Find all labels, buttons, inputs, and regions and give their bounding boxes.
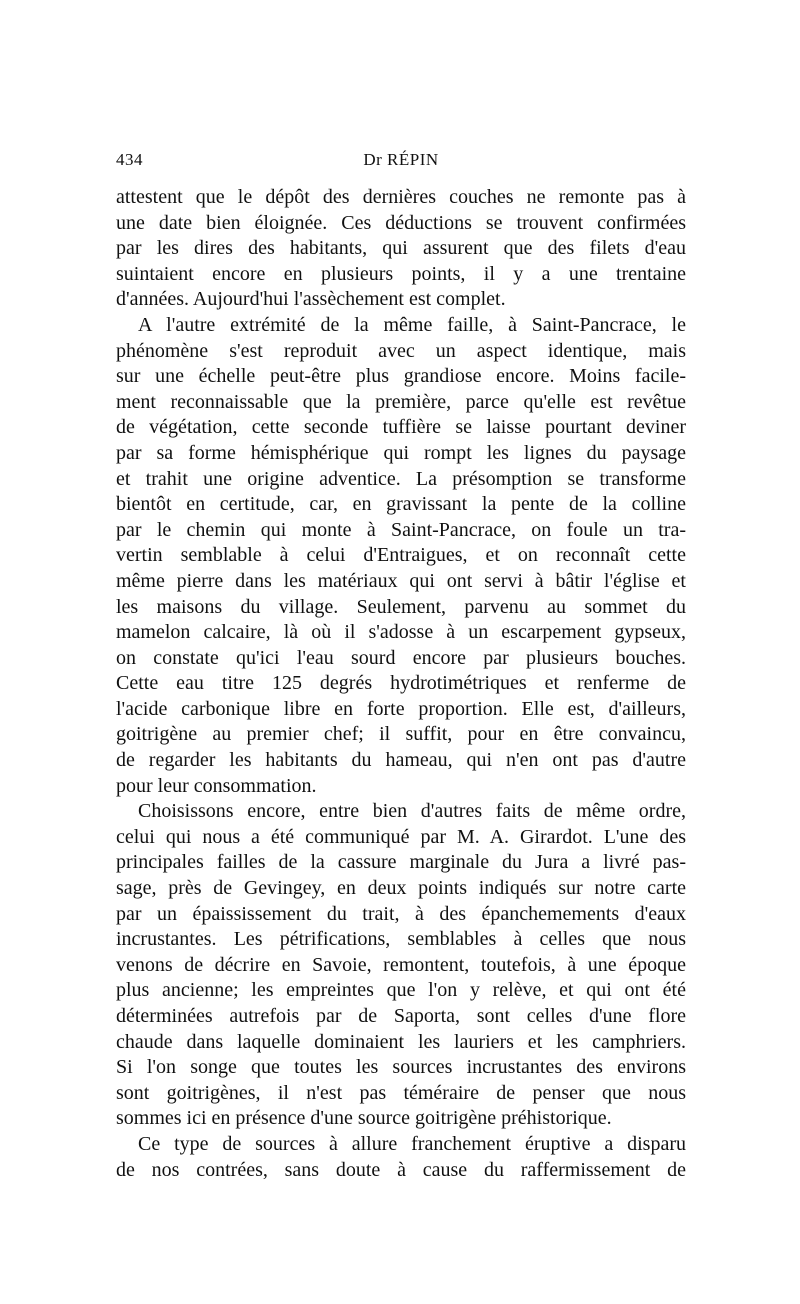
text-line: par sa forme hémisphérique qui rompt les lignes du paysage <box>116 441 686 464</box>
text-line: principales failles de la cassure marginale du Jura a livré pas- <box>116 851 686 874</box>
text-line: déterminées autrefois par de Saporta, sont celles d'une flore <box>116 1005 686 1027</box>
text-line: Ce type de sources à allure franchement éruptive a disparu <box>138 1132 686 1155</box>
text-line: suintaient encore en plusieurs points, il y a une trentaine <box>116 262 686 285</box>
text-line: vertin semblable à celui d'Entraigues, et on reconnaît cette <box>116 544 686 567</box>
body-text <box>116 185 686 1183</box>
text-line: de végétation, cette seconde tuffière se laisse pourtant deviner <box>116 416 686 439</box>
text-line: sont goitrigènes, il n'est pas téméraire de penser que nous <box>116 1081 686 1104</box>
text-line: A l'autre extrémité de la même faille, à Saint-Pancrace, le <box>138 313 686 336</box>
text-line: attestent que le dépôt des dernières couches ne remonte pas à <box>116 186 686 208</box>
text-line: Si l'on songe que toutes les sources incrustantes des environs <box>116 1056 686 1079</box>
page-number: 434 <box>116 150 143 169</box>
page-header <box>116 150 686 174</box>
text-line: Choisissons encore, entre bien d'autres faits de même ordre, <box>138 800 686 823</box>
text-line: venons de décrire en Savoie, remontent, toutefois, à une époque <box>116 953 686 976</box>
text-line: phénomène s'est reproduit avec un aspect identique, mais <box>116 339 686 362</box>
text-line: plus ancienne; les empreintes que l'on y relève, et qui ont été <box>116 979 686 1002</box>
text-line: d'années. Aujourd'hui l'assèchement est complet. <box>116 288 506 311</box>
text-line: mamelon calcaire, là où il s'adosse à un escarpement gypseux, <box>116 621 686 644</box>
text-line: celui qui nous a été communiqué par M. A. Girardot. L'une des <box>116 825 686 848</box>
text-line: les maisons du village. Seulement, parvenu au sommet du <box>116 595 686 618</box>
text-line: sage, près de Gevingey, en deux points indiqués sur notre carte <box>116 877 686 900</box>
text-line: Cette eau titre 125 degrés hydrotimétriques et renferme de <box>116 672 686 695</box>
text-line: on constate qu'ici l'eau sourd encore par plusieurs bouches. <box>116 646 686 669</box>
text-line: sur une échelle peut-être plus grandiose encore. Moins facile- <box>116 365 686 388</box>
text-line: et trahit une origine adventice. La présomption se transforme <box>116 467 686 490</box>
text-line: par le chemin qui monte à Saint-Pancrace, on foule un tra- <box>116 518 686 541</box>
running-head: Dr RÉPIN <box>363 150 439 169</box>
text-line: ment reconnaissable que la première, parce qu'elle est revêtue <box>116 390 686 413</box>
text-line: même pierre dans les matériaux qui ont servi à bâtir l'église et <box>116 569 686 592</box>
text-line: de nos contrées, sans doute à cause du raffermissement de <box>116 1158 686 1181</box>
text-line: une date bien éloignée. Ces déductions se trouvent confirmées <box>116 211 686 234</box>
text-line: incrustantes. Les pétrifications, semblables à celles que nous <box>116 928 686 951</box>
text-line: pour leur consommation. <box>116 774 317 797</box>
text-line: sommes ici en présence d'une source goitrigène préhistorique. <box>116 1107 612 1130</box>
text-line: par les dires des habitants, qui assurent que des filets d'eau <box>116 237 686 260</box>
text-line: bientôt en certitude, car, en gravissant la pente de la colline <box>116 493 686 516</box>
text-line: l'acide carbonique libre en forte proportion. Elle est, d'ailleurs, <box>116 697 686 720</box>
text-line: par un épaississement du trait, à des épanchemements d'eaux <box>116 902 686 925</box>
text-line: goitrigène au premier chef; il suffit, pour en être convaincu, <box>116 723 686 746</box>
text-line: chaude dans laquelle dominaient les lauriers et les camphriers. <box>116 1030 686 1053</box>
text-line: de regarder les habitants du hameau, qui n'en ont pas d'autre <box>116 749 686 772</box>
